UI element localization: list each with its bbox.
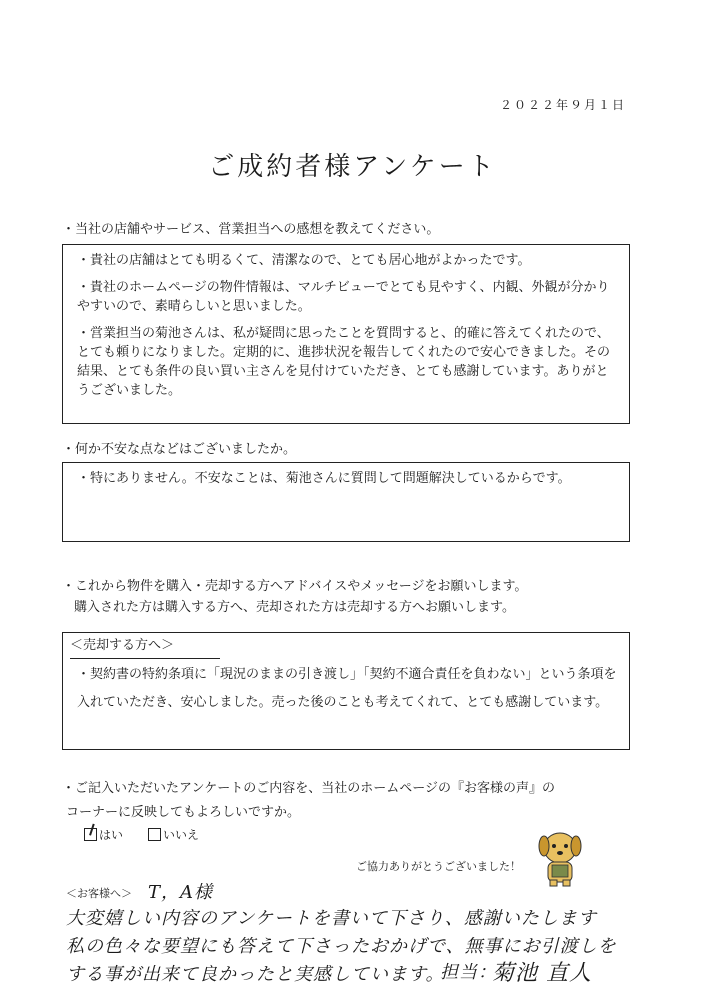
option-yes-label: はい — [99, 828, 124, 842]
customer-label: ＜お客様へ＞ — [66, 887, 132, 900]
thanks-message: ご協力ありがとうございました！ — [356, 860, 521, 873]
option-no[interactable] — [148, 826, 199, 843]
question-1: ・当社の店舗やサービス、営業担当への感想を教えてください。 — [62, 222, 440, 237]
mascot-dog-icon — [530, 826, 590, 888]
answer-1-item: ・貴社の店舗はとても明るくて、清潔なので、とても居心地がよかったです。 — [77, 253, 531, 268]
answer-box-2 — [62, 462, 630, 542]
option-yes[interactable] — [84, 826, 123, 843]
message-line-3: する事が出来て良かったと実感しています。 — [66, 964, 445, 985]
page-title: ご成約者様アンケート — [208, 152, 497, 182]
question-4-line1: ・ご記入いただいたアンケートのご内容を、当社のホームページの『お客様の声』の — [62, 781, 555, 796]
staff-label: 担当： — [440, 962, 497, 983]
question-3-line2: 購入された方は購入する方へ、売却された方は売却する方へお願いします。 — [74, 600, 515, 615]
customer-name: T，A様 — [148, 882, 214, 903]
checkbox-empty-icon[interactable] — [148, 828, 161, 841]
survey-date: ２０２２年９月１日 — [500, 98, 627, 112]
answer-1-item: ・貴社のホームページの物件情報は、マルチビューでとても見やすく、内観、外観が分かりやすいので、素晴らしいと思いました。 — [77, 280, 610, 314]
question-4-line2: コーナーに反映してもよろしいですか。 — [66, 805, 301, 820]
answer-box-1 — [62, 244, 630, 424]
message-line-1: 大変嬉しい内容のアンケートを書いて下さり、感謝いたします — [66, 908, 597, 929]
message-line-2: 私の色々な要望にも答えて下さったおかげで、無事にお引渡しを — [66, 936, 617, 957]
box-header: ＜売却する方へ＞ — [70, 636, 220, 659]
answer-3-text: ・契約書の特約条項に「現況のままの引き渡し」「契約不適合責任を負わない」という条項を入れていただき、安心しました。売った後のことも考えてくれて、とても感謝しています。 — [77, 667, 617, 710]
answer-1-item: ・営業担当の菊池さんは、私が疑問に思ったことを質問すると、的確に答えてくれたので、とても頼りになりました。定期的に、進捗状況を報告してくれたので安心できました。その結果、とても条件の良い買い主さんを見付けていただき、とても感謝しています。ありがとうございました。 — [77, 326, 611, 398]
question-2: ・何か不安な点などはございましたか。 — [62, 442, 297, 457]
answer-2-text: ・特にありません。不安なことは、菊池さんに質問して問題解決しているからです。 — [77, 471, 571, 486]
checkbox-checked-icon[interactable] — [84, 828, 97, 841]
staff-name: 菊池 直人 — [492, 961, 592, 986]
option-no-label: いいえ — [163, 828, 200, 842]
question-3-line1: ・これから物件を購入・売却する方へアドバイスやメッセージをお願いします。 — [62, 579, 528, 594]
